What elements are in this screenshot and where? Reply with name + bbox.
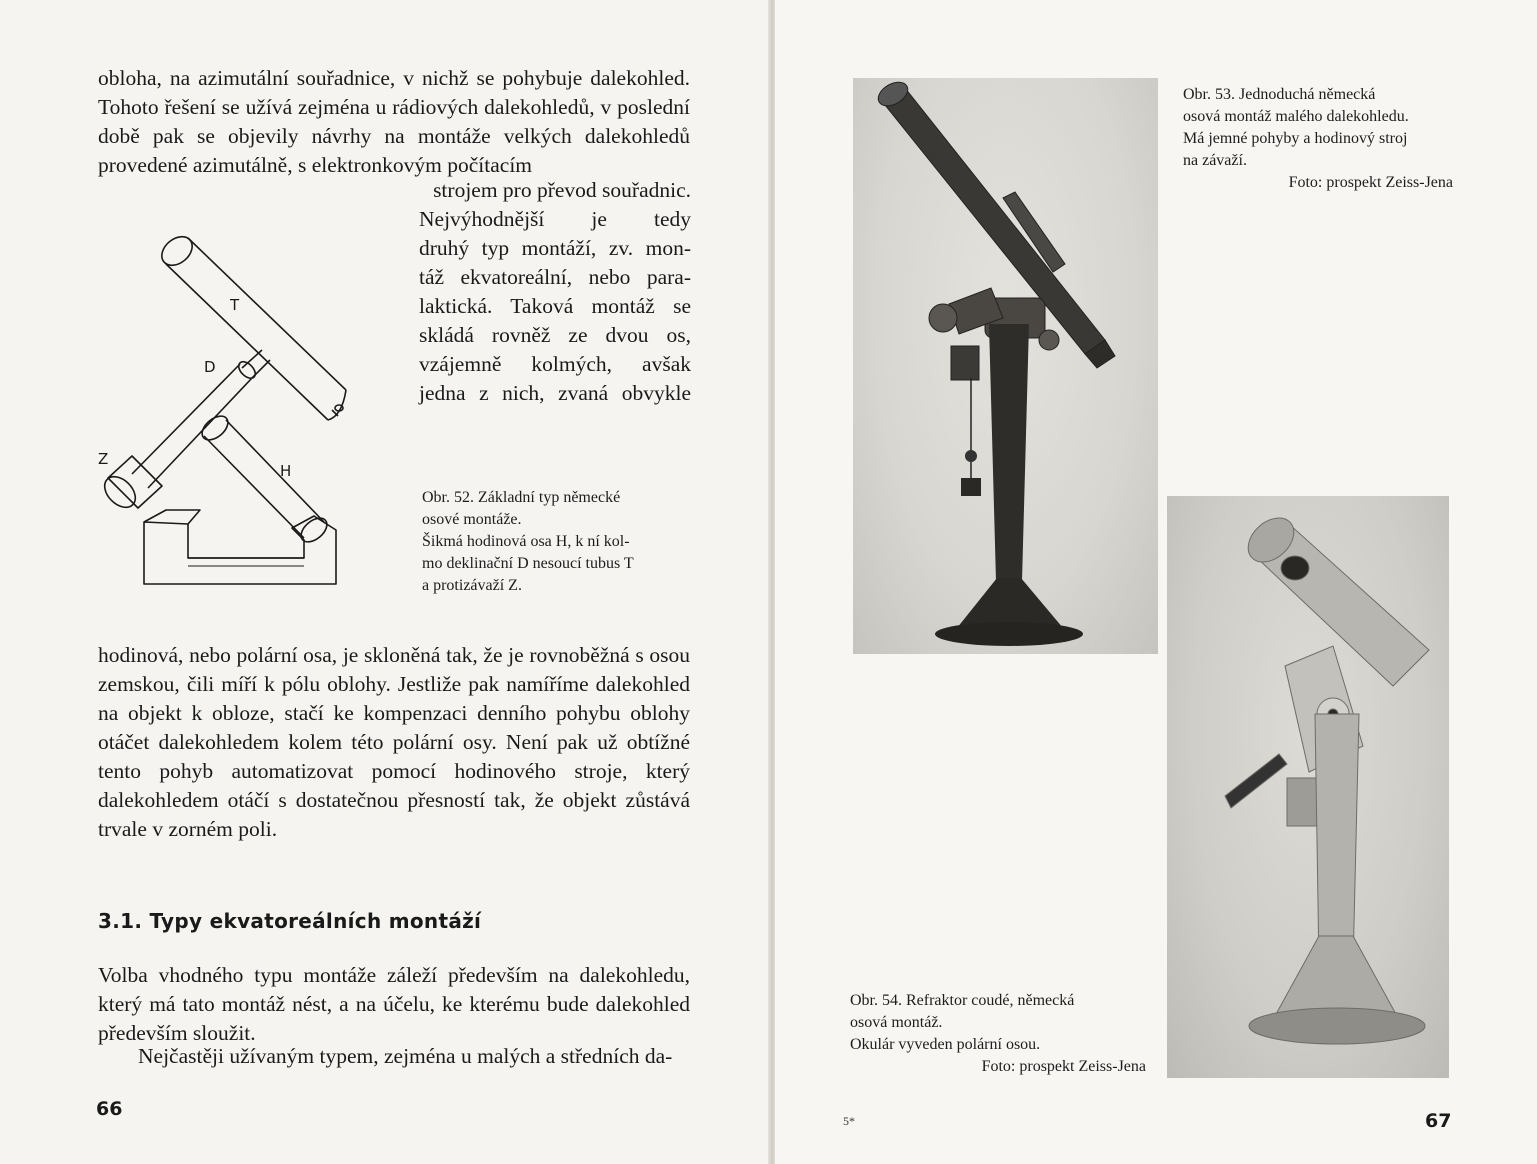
paragraph-polar-axis: hodinová, nebo polární osa, je skloněná tak, že je rovnoběžná s osou zemskou, čili míří k pólu oblohy. Jestliže pak namíříme dalekohled na objekt k obloze, stačí ke kompenzaci denního pohybu oblohy otáčet dalekohledem kolem této polární osy. Není pak už obtížné tento pohyb automatizovat pomocí hodinového stroje, který dalekohledem otáčí s dostatečnou přesností tak, že objekt zůstává trvale v zorném poli.: [98, 643, 690, 841]
photo-credit: Foto: prospekt Zeiss-Jena: [1288, 174, 1453, 191]
telescope-tube: [166, 238, 346, 420]
label-z: Z: [98, 450, 109, 468]
caption-line: Šikmá hodinová osa H, k ní kol-: [422, 533, 630, 550]
caption-line: na závaží.: [1183, 152, 1247, 169]
caption-line: Okulár vyveden polární osou.: [850, 1036, 1041, 1053]
signature-mark: 5*: [843, 1114, 855, 1128]
text-line: druhý typ montáží, zv. mon-: [419, 236, 691, 260]
caption-line: Obr. 52. Základní typ německé: [422, 489, 621, 506]
label-t: T: [230, 296, 240, 314]
caption-line: osová montáž.: [850, 1014, 943, 1031]
text-line: strojem pro převod souřadnic.: [433, 178, 691, 202]
declination-axis: [132, 364, 252, 488]
figure-53-caption: [1183, 84, 1453, 194]
figure-54-photo: [1167, 496, 1449, 1078]
caption-line: Obr. 54. Refraktor coudé, německá: [850, 992, 1075, 1009]
text-line: skládá rovněž ze dvou os,: [419, 323, 691, 347]
caption-line: osové montáže.: [422, 511, 522, 528]
figure-52-diagram: [92, 222, 412, 602]
label-h: H: [280, 462, 292, 480]
caption-line: osová montáž malého dalekohledu.: [1183, 108, 1409, 125]
text-line: laktická. Taková montáž se: [419, 294, 691, 318]
paragraph-continued: Nejčastěji užívaným typem, zejména u malých a středních da-: [138, 1044, 673, 1068]
right-page: [775, 0, 1537, 1164]
figure-52-caption: [422, 487, 694, 597]
paragraph-intro: obloha, na azimutální souřadnice, v nichž se pohybuje dalekohled. Tohoto řešení se užívá zejména u rádiových dalekohledů, v poslední době pak se objevily návrhy na montáže velkých dalekohledů provedené azimutálně, s elektronkovým počítacím: [98, 66, 690, 177]
page-number-right: 67: [1425, 1110, 1452, 1132]
text-line: Nejvýhodnější je tedy: [419, 207, 691, 231]
text-line: jedna z nich, zvaná obvykle: [419, 381, 691, 405]
paragraph-wrapped: [419, 176, 691, 408]
caption-line: mo deklinační D nesoucí tubus T: [422, 555, 634, 572]
figure-53-photo: [853, 78, 1158, 654]
mount-base: [144, 516, 336, 584]
label-d: D: [204, 358, 216, 376]
caption-line: Obr. 53. Jednoduchá německá: [1183, 86, 1376, 103]
figure-54-caption: [850, 990, 1146, 1082]
caption-line: Má jemné pohyby a hodinový stroj: [1183, 130, 1408, 147]
paragraph-choice: Volba vhodného typu montáže záleží především na dalekohledu, který má tato montáž nést, a na účelu, ke kterému bude dalekohled především sloužit.: [98, 963, 690, 1045]
page-number-left: 66: [96, 1098, 123, 1120]
text-line: vzájemně kolmých, avšak: [419, 352, 691, 376]
photo-credit: Foto: prospekt Zeiss-Jena: [981, 1058, 1146, 1075]
section-heading: 3.1. Typy ekvatoreálních montáží: [98, 909, 482, 933]
text-line: táž ekvatoreální, nebo para-: [419, 265, 691, 289]
caption-line: a protizávaží Z.: [422, 577, 522, 594]
